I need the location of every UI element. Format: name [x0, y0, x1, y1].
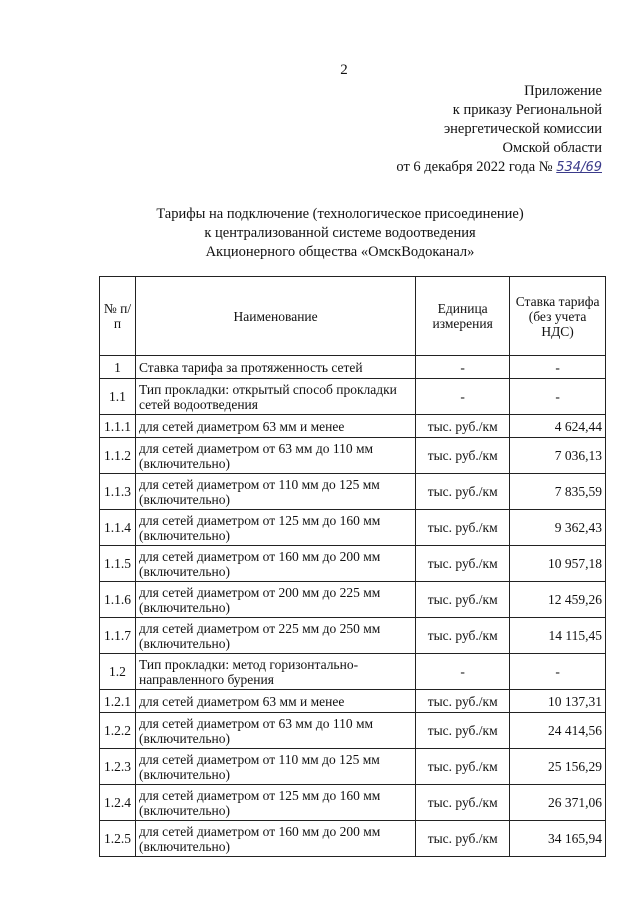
cell-num: 1.1.1 — [100, 415, 136, 438]
cell-rate: 10 137,31 — [510, 690, 606, 713]
cell-num: 1.1.6 — [100, 582, 136, 618]
table-row — [100, 821, 606, 857]
cell-name: для сетей диаметром от 125 мм до 160 мм (включительно) — [135, 785, 415, 821]
table-row — [100, 546, 606, 582]
cell-num: 1.2.4 — [100, 785, 136, 821]
cell-num: 1.2.1 — [100, 690, 136, 713]
cell-rate: 34 165,94 — [510, 821, 606, 857]
cell-name: для сетей диаметром от 160 мм до 200 мм (включительно) — [135, 546, 415, 582]
cell-name: для сетей диаметром 63 мм и менее — [135, 415, 415, 438]
appendix-header — [396, 82, 602, 177]
cell-rate: 24 414,56 — [510, 713, 606, 749]
table-row — [100, 438, 606, 474]
cell-name: для сетей диаметром от 160 мм до 200 мм (включительно) — [135, 821, 415, 857]
cell-rate: 26 371,06 — [510, 785, 606, 821]
cell-rate: 4 624,44 — [510, 415, 606, 438]
cell-unit: тыс. руб./км — [416, 415, 510, 438]
cell-name: Ставка тарифа за протяженность сетей — [135, 356, 415, 379]
appendix-date: от 6 декабря 2022 года № — [396, 159, 553, 175]
table-row — [100, 654, 606, 690]
cell-num: 1.2 — [100, 654, 136, 690]
header-rate: Ставка тарифа (без учета НДС) — [510, 277, 606, 356]
table-row — [100, 474, 606, 510]
cell-name: для сетей диаметром от 125 мм до 160 мм (включительно) — [135, 510, 415, 546]
cell-rate: 25 156,29 — [510, 749, 606, 785]
cell-rate: 9 362,43 — [510, 510, 606, 546]
table-header-row — [100, 277, 606, 356]
cell-num: 1.2.5 — [100, 821, 136, 857]
document-title — [110, 205, 570, 262]
order-number: 534/69 — [556, 160, 602, 175]
cell-name: для сетей диаметром от 110 мм до 125 мм (включительно) — [135, 474, 415, 510]
header-unit: Единица измерения — [416, 277, 510, 356]
cell-unit: тыс. руб./км — [416, 438, 510, 474]
table-row — [100, 510, 606, 546]
cell-rate: 7 835,59 — [510, 474, 606, 510]
cell-name: для сетей диаметром 63 мм и менее — [135, 690, 415, 713]
cell-unit: тыс. руб./км — [416, 582, 510, 618]
cell-rate: 14 115,45 — [510, 618, 606, 654]
cell-unit: тыс. руб./км — [416, 785, 510, 821]
tariff-table — [99, 276, 606, 857]
table-row — [100, 356, 606, 379]
cell-num: 1 — [100, 356, 136, 379]
table-row — [100, 618, 606, 654]
cell-unit: тыс. руб./км — [416, 690, 510, 713]
cell-name: для сетей диаметром от 110 мм до 125 мм (включительно) — [135, 749, 415, 785]
title-line: к централизованной системе водоотведения — [204, 225, 476, 241]
table-row — [100, 749, 606, 785]
cell-num: 1.1.3 — [100, 474, 136, 510]
appendix-line: Приложение — [524, 83, 602, 99]
title-line: Тарифы на подключение (технологическое присоединение) — [156, 206, 524, 222]
cell-num: 1.2.2 — [100, 713, 136, 749]
cell-num: 1.1 — [100, 379, 136, 415]
cell-rate: 12 459,26 — [510, 582, 606, 618]
cell-name: для сетей диаметром от 225 мм до 250 мм (включительно) — [135, 618, 415, 654]
cell-unit: тыс. руб./км — [416, 618, 510, 654]
cell-name: для сетей диаметром от 63 мм до 110 мм (включительно) — [135, 713, 415, 749]
table-body — [100, 356, 606, 857]
header-num: № п/п — [100, 277, 136, 356]
table-row — [100, 713, 606, 749]
cell-unit: - — [416, 356, 510, 379]
cell-unit: тыс. руб./км — [416, 713, 510, 749]
header-name: Наименование — [135, 277, 415, 356]
cell-num: 1.1.5 — [100, 546, 136, 582]
cell-unit: тыс. руб./км — [416, 749, 510, 785]
appendix-line: к приказу Региональной — [452, 102, 602, 118]
cell-rate: - — [510, 654, 606, 690]
table-row — [100, 415, 606, 438]
page-number: 2 — [340, 62, 348, 78]
cell-rate: - — [510, 379, 606, 415]
table-row — [100, 582, 606, 618]
cell-unit: тыс. руб./км — [416, 546, 510, 582]
appendix-date-line — [396, 158, 602, 177]
cell-unit: тыс. руб./км — [416, 474, 510, 510]
cell-rate: - — [510, 356, 606, 379]
table-row — [100, 785, 606, 821]
cell-unit: - — [416, 654, 510, 690]
appendix-line: энергетической комиссии — [443, 121, 602, 137]
cell-unit: - — [416, 379, 510, 415]
title-line: Акционерного общества «ОмскВодоканал» — [205, 244, 475, 260]
cell-num: 1.1.4 — [100, 510, 136, 546]
cell-name: Тип прокладки: открытый способ прокладки сетей водоотведения — [135, 379, 415, 415]
appendix-line: Омской области — [502, 140, 602, 156]
table-row — [100, 379, 606, 415]
cell-unit: тыс. руб./км — [416, 821, 510, 857]
cell-rate: 7 036,13 — [510, 438, 606, 474]
cell-num: 1.1.7 — [100, 618, 136, 654]
cell-unit: тыс. руб./км — [416, 510, 510, 546]
cell-name: для сетей диаметром от 63 мм до 110 мм (включительно) — [135, 438, 415, 474]
cell-num: 1.2.3 — [100, 749, 136, 785]
table-row — [100, 690, 606, 713]
cell-name: Тип прокладки: метод горизонтально-направленного бурения — [135, 654, 415, 690]
cell-name: для сетей диаметром от 200 мм до 225 мм (включительно) — [135, 582, 415, 618]
cell-num: 1.1.2 — [100, 438, 136, 474]
cell-rate: 10 957,18 — [510, 546, 606, 582]
